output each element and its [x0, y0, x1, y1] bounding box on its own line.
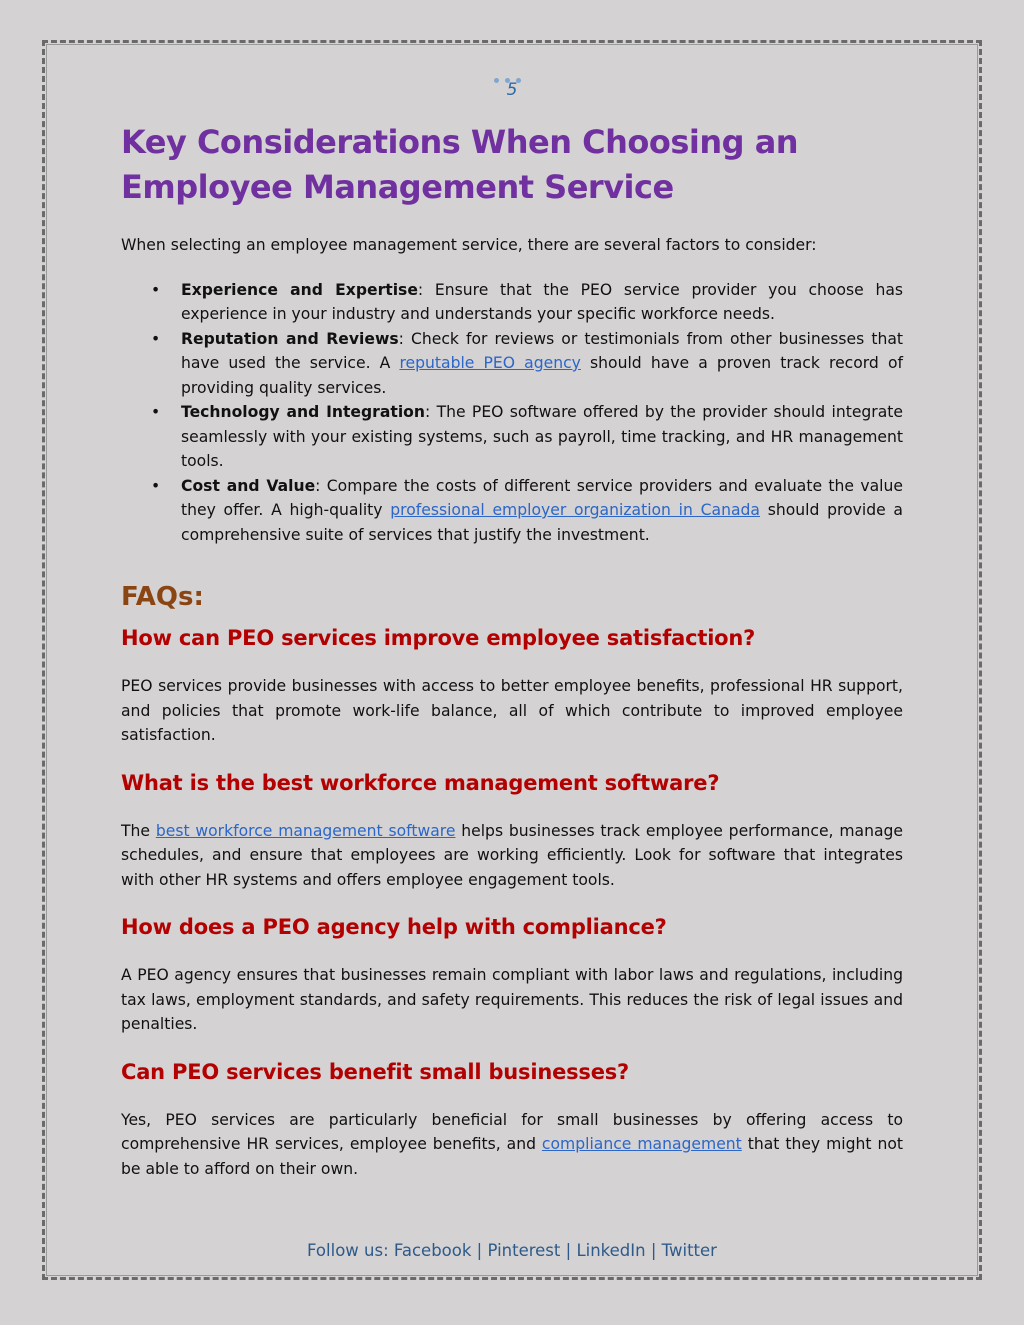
footer-link-twitter[interactable]: Twitter: [661, 1241, 717, 1260]
reputable-peo-agency-link[interactable]: reputable PEO agency: [399, 354, 581, 372]
main-content: [121, 120, 903, 1181]
faq-question-2: What is the best workforce management software?: [121, 770, 720, 795]
list-item-reputation: • Reputation and Reviews: Check for reviews or testimonials from other businesses that have used the service. A reputable PEO agency should have a proven track record of providing quality services.: [151, 329, 903, 397]
page-dots-ornament: [494, 70, 530, 80]
page-title: Key Considerations When Choosing an Employee Management Service: [121, 123, 799, 206]
workforce-software-link[interactable]: best workforce management software: [155, 821, 456, 840]
considerations-list: [121, 278, 903, 548]
faq-answer-2: The best workforce management software helps businesses track employee performance, manage schedules, and ensure that employees are working efficiently. Look for software that integrates with other HR systems and offers employee engagement tools.: [121, 821, 903, 889]
list-item-experience: • Experience and Expertise: Ensure that the PEO service provider you choose has experience in your industry and understands your specific workforce needs.: [151, 280, 904, 323]
term-cost: Cost and Value: [181, 476, 316, 495]
list-item-technology: • Technology and Integration: The PEO software offered by the provider should integrate seamlessly with your existing systems, such as payroll, time tracking, and HR management tools.: [151, 403, 903, 470]
faq-answer-4: Yes, PEO services are particularly beneficial for small businesses by offering access to comprehensive HR services, employee benefits, and compliance management that they might not be able to afford on their own.: [121, 1110, 903, 1178]
footer: Follow us: Facebook | Pinterest | LinkedIn | Twitter: [307, 1241, 717, 1260]
intro-paragraph: When selecting an employee management service, there are several factors to consider:: [121, 236, 817, 254]
term-technology: Technology and Integration: [181, 403, 425, 421]
faq-answer-1: PEO services provide businesses with access to better employee benefits, professional HR support, and policies that promote work-life balance, all of which contribute to improved employee satisfaction.: [121, 677, 903, 744]
faq-question-3: How does a PEO agency help with compliance?: [121, 915, 667, 939]
faqs-heading: FAQs:: [121, 582, 204, 612]
peo-canada-link[interactable]: professional employer organization in Canada: [390, 501, 760, 519]
term-experience: Experience and Expertise: [181, 280, 418, 299]
faq-answer-3: A PEO agency ensures that businesses remain compliant with labor laws and regulations, including tax laws, employment standards, and safety requirements. This reduces the risk of legal issues and penalties.: [121, 966, 903, 1033]
page-number: 5: [506, 80, 518, 100]
footer-link-pinterest[interactable]: Pinterest: [487, 1241, 561, 1260]
list-item-cost: • Cost and Value: Compare the costs of different service providers and evaluate the value they offer. A high-quality professional employer organization in Canada should provide a comprehensive suite of services that justify the investment.: [151, 476, 903, 544]
faq-question-4: Can PEO services benefit small businesses?: [121, 1059, 630, 1084]
faq-question-1: How can PEO services improve employee satisfaction?: [121, 626, 756, 650]
footer-link-linkedin[interactable]: LinkedIn: [576, 1241, 646, 1260]
term-reputation: Reputation and Reviews: [181, 329, 399, 348]
compliance-management-link[interactable]: compliance management: [541, 1135, 742, 1153]
footer-link-facebook[interactable]: Facebook: [393, 1241, 472, 1260]
